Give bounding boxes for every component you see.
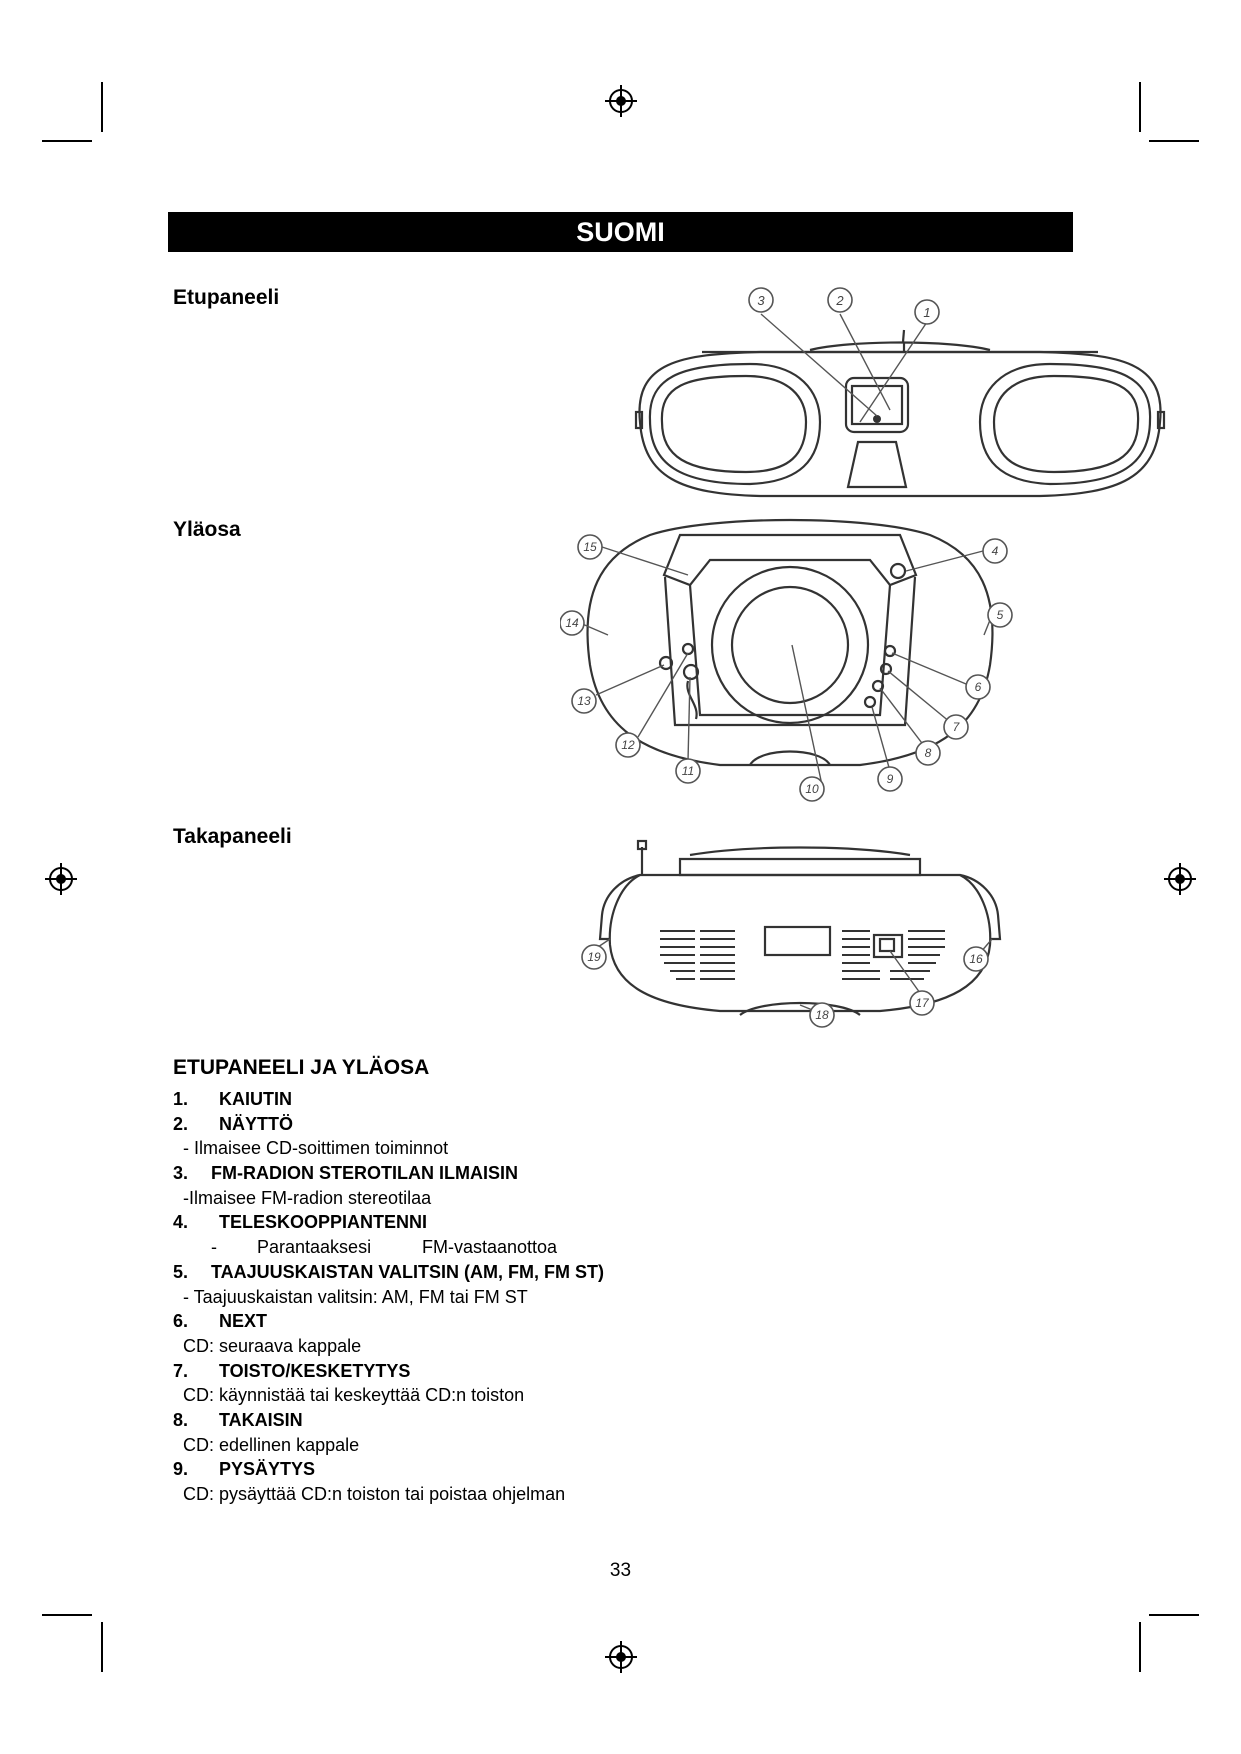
item-number: 5. [173,1261,189,1282]
item-number: 2. [173,1113,189,1134]
list-heading: ETUPANEELI JA YLÄOSA [173,1056,430,1079]
registration-mark-icon [604,1640,638,1674]
callout-10: 10 [805,782,819,796]
item-description: - Ilmaisee CD-soittimen toiminnot [183,1138,449,1159]
item-number: 4. [173,1212,189,1233]
item-number: 1. [173,1089,189,1109]
description-word: FM-vastaanottoa [422,1237,558,1258]
list-item [173,1309,873,1334]
item-description: - Taajuuskaistan valitsin: AM, FM tai FM ST [183,1286,528,1307]
item-label: TAAJUUSKAISTAN VALITSIN (AM, FM, FM ST) [211,1261,604,1282]
item-number: 8. [173,1409,189,1430]
item-description: CD: pysäyttää CD:n toiston tai poistaa ohjelman [183,1484,566,1504]
callout-5: 5 [996,608,1004,622]
language-banner: SUOMI [168,212,1073,252]
callout-8: 8 [924,746,932,760]
crop-mark-br-v [1139,1622,1141,1672]
section-title-front: Etupaneeli [173,286,280,309]
item-number: 9. [173,1459,189,1480]
item-label: TOISTO/KESKETYTYS [219,1360,411,1381]
item-label: NEXT [219,1311,268,1332]
callout-14: 14 [565,616,579,630]
description-word: Parantaaksesi [257,1237,372,1258]
list-item [173,1112,873,1137]
callout-2: 2 [836,293,844,308]
item-description [173,1235,873,1260]
callout-7: 7 [952,720,960,734]
list-item [173,1457,873,1482]
item-label: TELESKOOPPIANTENNI [219,1212,428,1233]
item-description: CD: seuraava kappale [183,1335,362,1356]
top-view-diagram [560,515,1020,805]
item-description: CD: edellinen kappale [183,1434,360,1455]
registration-mark-icon [604,84,638,118]
item-label: TAKAISIN [219,1409,303,1430]
callout-13: 13 [577,694,591,708]
callout-11: 11 [681,764,695,778]
item-label: FM-RADION STEROTILAN ILMAISIN [211,1163,518,1184]
registration-mark-icon [44,862,78,896]
section-title-top: Yläosa [173,518,241,541]
item-description: -Ilmaisee FM-radion stereotilaa [183,1187,432,1208]
item-number: 6. [173,1311,189,1332]
crop-mark-tl-v [101,82,103,132]
item-number: 7. [173,1360,189,1381]
registration-mark-icon [1163,862,1197,896]
crop-mark-bl-v [101,1622,103,1672]
crop-mark-tl-h [42,140,92,142]
callout-9: 9 [886,772,894,786]
callout-1: 1 [923,305,931,320]
list-item [173,1408,873,1433]
callout-19: 19 [587,950,601,964]
callout-15: 15 [583,540,597,554]
crop-mark-tr-h [1149,140,1199,142]
page-number: 33 [609,1560,632,1581]
callout-4: 4 [991,544,999,558]
item-number: 3. [173,1163,189,1184]
callout-18: 18 [815,1008,829,1022]
crop-mark-bl-h [42,1614,92,1616]
callout-17: 17 [915,996,929,1010]
section-title-back: Takapaneeli [173,825,292,848]
crop-mark-tr-v [1139,82,1141,132]
callout-6: 6 [974,680,982,694]
item-label: NÄYTTÖ [219,1113,293,1134]
list-item [173,1359,873,1384]
feature-list [173,1087,873,1507]
callout-3: 3 [757,293,765,308]
crop-mark-br-h [1149,1614,1199,1616]
item-label: PYSÄYTYS [219,1459,316,1480]
item-label: KAIUTIN [219,1089,292,1109]
description-dash: - [211,1237,217,1258]
callout-12: 12 [621,738,635,752]
list-item [173,1260,873,1285]
list-item [173,1161,873,1186]
back-panel-diagram [580,835,1020,1040]
list-item [173,1210,873,1235]
list-item [173,1087,873,1112]
front-panel-diagram [620,282,1200,507]
callout-16: 16 [969,952,983,966]
item-description: CD: käynnistää tai keskeyttää CD:n toiston [183,1385,525,1406]
